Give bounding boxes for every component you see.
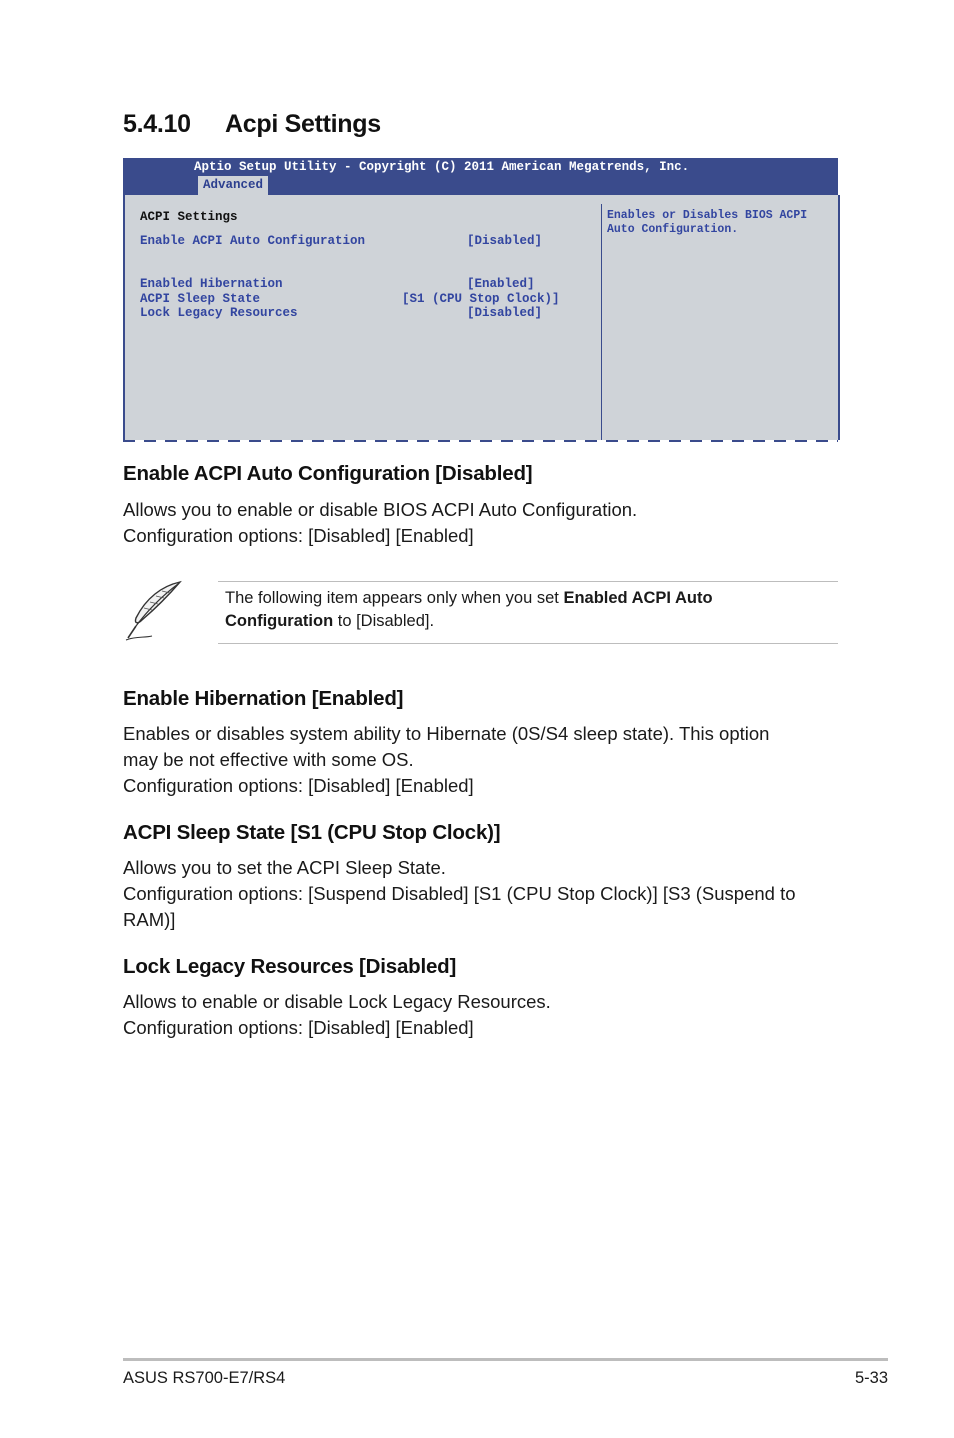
bios-item-label[interactable]: Lock Legacy Resources — [140, 306, 298, 320]
section-title-text: Acpi Settings — [225, 110, 381, 138]
bios-item-value[interactable]: [Enabled] — [467, 277, 535, 291]
bios-heading: ACPI Settings — [140, 210, 238, 224]
section-title — [123, 110, 381, 139]
paragraph-line: Enables or disables system ability to Hibernate (0S/S4 sleep state). This option — [123, 723, 770, 744]
paragraph-lock-legacy-resources — [123, 989, 843, 1041]
paragraph-line: Allows you to enable or disable BIOS ACPI Auto Configuration. — [123, 499, 638, 520]
paragraph-line: RAM)] — [123, 909, 176, 930]
heading-acpi-sleep-state: ACPI Sleep State [S1 (CPU Stop Clock)] — [123, 821, 501, 844]
bios-item-value[interactable]: [Disabled] — [467, 234, 543, 248]
bios-copyright: Aptio Setup Utility - Copyright (C) 2011 American Megatrends, Inc. — [194, 160, 690, 174]
paragraph-line: may be not effective with some OS. — [123, 749, 414, 770]
bios-divider — [601, 204, 602, 440]
note-bold-2: Configuration — [225, 612, 334, 630]
bios-item-value[interactable]: [S1 (CPU Stop Clock)] — [402, 292, 560, 306]
bios-item-label[interactable]: Enabled Hibernation — [140, 277, 283, 291]
paragraph-line: Allows to enable or disable Lock Legacy Resources. — [123, 991, 551, 1012]
bios-dashed-cut — [123, 440, 838, 442]
paragraph-line: Configuration options: [Suspend Disabled] [S1 (CPU Stop Clock)] [S3 (Suspend to — [123, 883, 796, 904]
bios-help-line: Enables or Disables BIOS ACPI — [607, 209, 808, 222]
bios-item-label[interactable]: ACPI Sleep State — [140, 292, 261, 306]
bios-header-bar — [123, 158, 838, 195]
paragraph-line: Configuration options: [Disabled] [Enabled] — [123, 525, 474, 546]
footer-product: ASUS RS700-E7/RS4 — [123, 1369, 286, 1387]
note-text — [225, 587, 785, 633]
heading-enable-hibernation: Enable Hibernation [Enabled] — [123, 687, 404, 710]
paragraph-line: Configuration options: [Disabled] [Enabled] — [123, 775, 474, 796]
heading-enable-acpi-auto: Enable ACPI Auto Configuration [Disabled] — [123, 462, 533, 485]
note-text-post: to [Disabled]. — [333, 612, 435, 630]
paragraph-enable-hibernation — [123, 721, 843, 799]
heading-lock-legacy-resources: Lock Legacy Resources [Disabled] — [123, 955, 457, 978]
note-top-rule — [218, 581, 838, 582]
feather-pen-icon — [122, 578, 186, 642]
bios-item-value[interactable]: [Disabled] — [467, 306, 543, 320]
footer-page-number: 5-33 — [854, 1369, 888, 1387]
bios-help-line: Auto Configuration. — [607, 223, 739, 236]
paragraph-line: Configuration options: [Disabled] [Enabled] — [123, 1017, 474, 1038]
paragraph-enable-acpi-auto — [123, 497, 843, 549]
note-text-pre: The following item appears only when you set — [225, 589, 564, 607]
bios-item-label[interactable]: Enable ACPI Auto Configuration — [140, 234, 366, 248]
bios-screen — [123, 158, 838, 444]
note-bottom-rule — [218, 643, 838, 644]
footer-rule — [123, 1358, 888, 1361]
bios-tab-advanced[interactable]: Advanced — [198, 176, 268, 195]
paragraph-line: Allows you to set the ACPI Sleep State. — [123, 857, 446, 878]
paragraph-acpi-sleep-state — [123, 855, 843, 933]
section-number: 5.4.10 — [123, 110, 191, 138]
bios-help-text — [607, 209, 839, 237]
note-bold-1: Enabled ACPI Auto — [563, 589, 713, 607]
